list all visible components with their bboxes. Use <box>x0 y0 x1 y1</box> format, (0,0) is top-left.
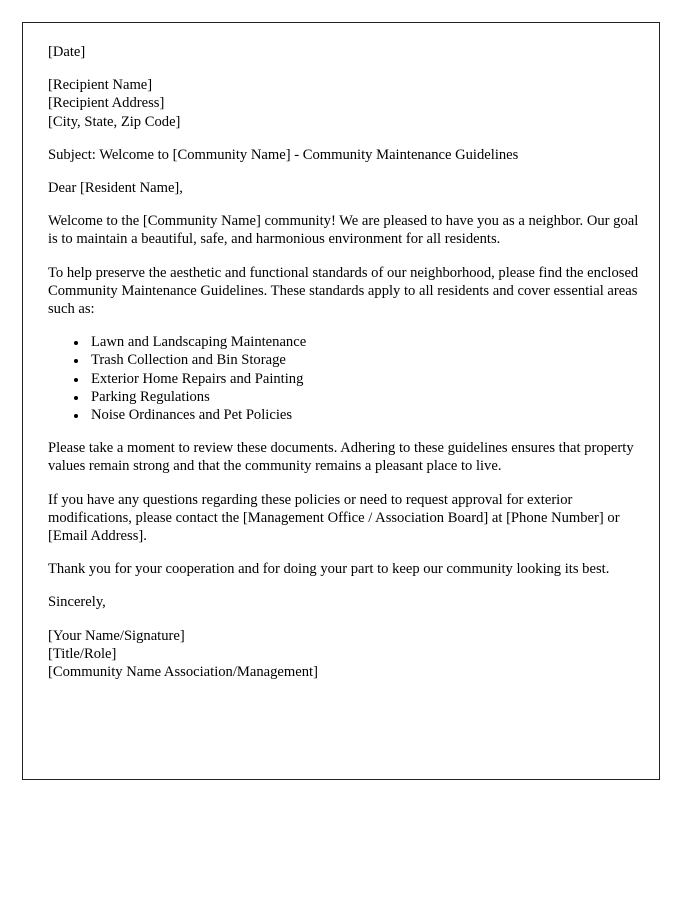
paragraph-contact: If you have any questions regarding these policies or need to request approval for exterior modifications, please contact the [Management Office / Association Board] at [Phone Number] or [Email Address]. <box>48 491 620 545</box>
paragraph-review-request: Please take a moment to review these documents. Adhering to these guidelines ensures that property values remain strong and that the community remains a pleasant place to live. <box>48 440 634 475</box>
signature-organization: [Community Name Association/Management] <box>48 664 318 681</box>
paragraph-guidelines-intro: To help preserve the aesthetic and functional standards of our neighborhood, please find the enclosed Community Maintenance Guidelines. These standards apply to all residents and cover essential areas such as: <box>48 264 639 318</box>
list-item: • Exterior Home Repairs and Painting <box>88 370 639 388</box>
signature-name: [Your Name/Signature] <box>48 627 185 644</box>
list-item: • Trash Collection and Bin Storage <box>88 351 639 369</box>
guidelines-bullet-list <box>48 333 639 424</box>
salutation: Dear [Resident Name], <box>48 180 183 197</box>
list-item: • Noise Ordinances and Pet Policies <box>88 406 639 424</box>
date-line: [Date] <box>48 44 86 60</box>
recipient-block <box>48 76 639 131</box>
list-item: • Lawn and Landscaping Maintenance <box>88 333 639 351</box>
paragraph-thanks: Thank you for your cooperation and for doing your part to keep our community looking its best. <box>48 561 610 578</box>
subject-line: Subject: Welcome to [Community Name] - Community Maintenance Guidelines <box>48 146 519 163</box>
recipient-city-state-zip: [City, State, Zip Code] <box>48 113 181 130</box>
recipient-address: [Recipient Address] <box>48 95 165 112</box>
signature-title: [Title/Role] <box>48 645 117 662</box>
recipient-name: [Recipient Name] <box>48 77 153 94</box>
signature-block <box>48 627 639 682</box>
letter-body <box>48 43 639 681</box>
closing-salutation: Sincerely, <box>48 594 106 611</box>
letter-page <box>22 22 660 780</box>
paragraph-intro: Welcome to the [Community Name] community! We are pleased to have you as a neighbor. Our goal is to maintain a beautiful, safe, and harmonious environment for all residents. <box>48 213 639 248</box>
list-item: • Parking Regulations <box>88 388 639 406</box>
